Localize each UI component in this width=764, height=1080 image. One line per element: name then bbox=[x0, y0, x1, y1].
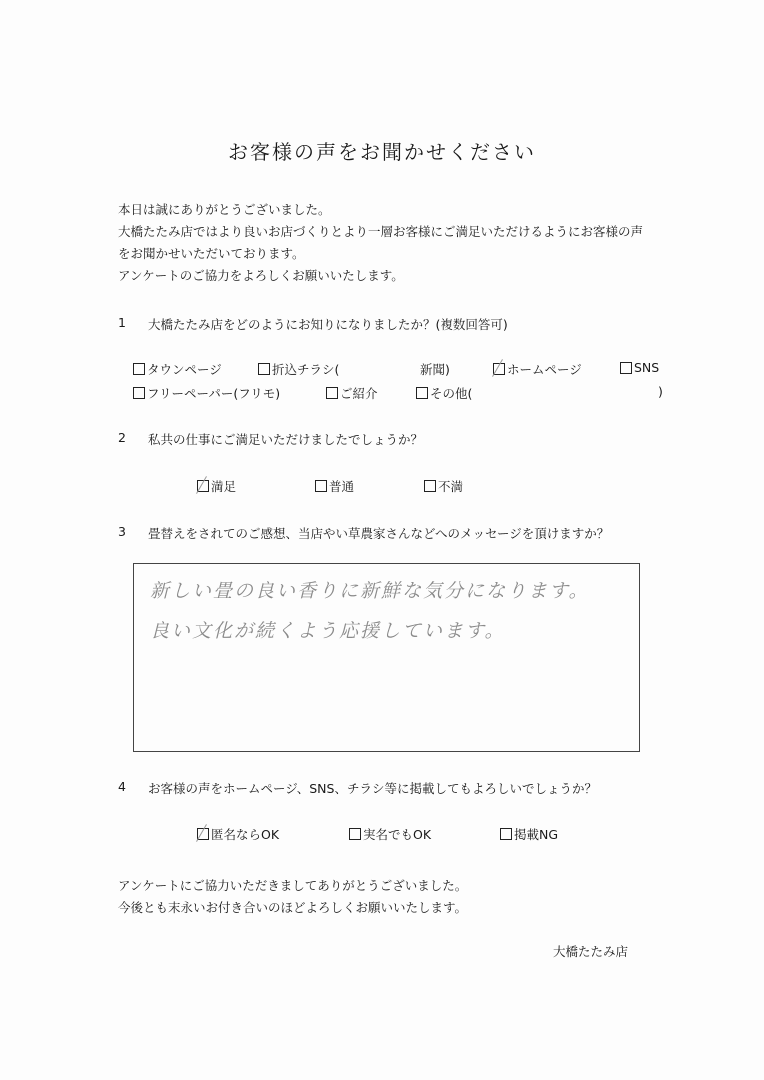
intro-line: 本日は誠にありがとうございました。 bbox=[118, 202, 331, 217]
option-dissatisfied[interactable] bbox=[424, 477, 463, 495]
option-label: 実名でもOK bbox=[363, 827, 432, 842]
option-label: タウンページ bbox=[147, 362, 222, 377]
option-neutral[interactable] bbox=[315, 477, 354, 495]
page-title: お客様の声をお聞かせください bbox=[228, 140, 536, 164]
other-close-paren: ) bbox=[658, 384, 663, 399]
option-label: SNS bbox=[634, 360, 660, 375]
intro-line: アンケートのご協力をよろしくお願いいたします。 bbox=[118, 268, 404, 283]
checkbox[interactable] bbox=[500, 828, 512, 840]
option-satisfied[interactable] bbox=[197, 477, 236, 495]
option-label: その他( bbox=[430, 386, 473, 401]
checkbox[interactable] bbox=[349, 828, 361, 840]
question-text: 私共の仕事にご満足いただけましたでしょうか？ bbox=[148, 432, 424, 447]
option-homepage[interactable] bbox=[493, 360, 582, 378]
option-publish-ng[interactable] bbox=[500, 825, 558, 843]
question-text: 畳替えをされてのご感想、当店やい草農家さんなどへのメッセージを頂けますか？ bbox=[148, 526, 610, 541]
intro-line: をお聞かせいただいております。 bbox=[118, 246, 305, 261]
question-number: 4 bbox=[118, 779, 126, 794]
checkbox-checked[interactable] bbox=[197, 480, 209, 492]
option-real-name-ok[interactable] bbox=[349, 825, 431, 843]
checkbox[interactable] bbox=[620, 362, 632, 374]
option-anonymous-ok[interactable] bbox=[197, 825, 279, 843]
option-label: 不満 bbox=[438, 479, 464, 494]
checkbox[interactable] bbox=[315, 480, 327, 492]
question-number: 1 bbox=[118, 315, 126, 330]
question-text: 大橋たたみ店をどのようにお知りになりましたか？(複数回答可) bbox=[148, 317, 508, 332]
handwritten-answer-line: 良い文化が続くよう応援しています。 bbox=[150, 620, 506, 642]
checkbox-checked[interactable] bbox=[197, 828, 209, 840]
option-label: 満足 bbox=[211, 479, 237, 494]
flyer-newspaper-label: 新聞) bbox=[420, 362, 450, 377]
option-free-paper[interactable] bbox=[133, 384, 280, 402]
option-label: 折込チラシ( bbox=[272, 362, 340, 377]
handwritten-answer-line: 新しい畳の良い香りに新鮮な気分になります。 bbox=[150, 580, 590, 602]
option-referral[interactable] bbox=[326, 384, 378, 402]
checkbox-checked[interactable] bbox=[493, 363, 505, 375]
checkbox[interactable] bbox=[258, 363, 270, 375]
checkbox[interactable] bbox=[416, 387, 428, 399]
option-label: フリーペーパー(フリモ) bbox=[147, 386, 281, 401]
option-label: 匿名ならOK bbox=[211, 827, 280, 842]
checkbox[interactable] bbox=[326, 387, 338, 399]
checkbox[interactable] bbox=[133, 363, 145, 375]
option-flyer[interactable] bbox=[258, 360, 339, 378]
intro-line: 大橋たたみ店ではより良いお店づくりとより一層お客様にご満足いただけるようにお客様の声 bbox=[118, 224, 644, 239]
option-town-page[interactable] bbox=[133, 360, 222, 378]
question-text: お客様の声をホームページ、SNS、チラシ等に掲載してもよろしいでしょうか？ bbox=[148, 781, 597, 796]
option-label: ホームページ bbox=[507, 362, 582, 377]
question-number: 3 bbox=[118, 524, 126, 539]
closing-line: アンケートにご協力いただきましてありがとうございました。 bbox=[118, 878, 468, 893]
checkbox[interactable] bbox=[424, 480, 436, 492]
option-label: 掲載NG bbox=[514, 827, 559, 842]
checkbox[interactable] bbox=[133, 387, 145, 399]
option-label: ご紹介 bbox=[340, 386, 378, 401]
option-sns[interactable] bbox=[620, 360, 659, 375]
option-label: 普通 bbox=[329, 479, 355, 494]
closing-line: 今後とも末永いお付き合いのほどよろしくお願いいたします。 bbox=[118, 900, 468, 915]
option-other[interactable] bbox=[416, 384, 472, 402]
shop-name: 大橋たたみ店 bbox=[553, 944, 629, 959]
question-number: 2 bbox=[118, 430, 126, 445]
